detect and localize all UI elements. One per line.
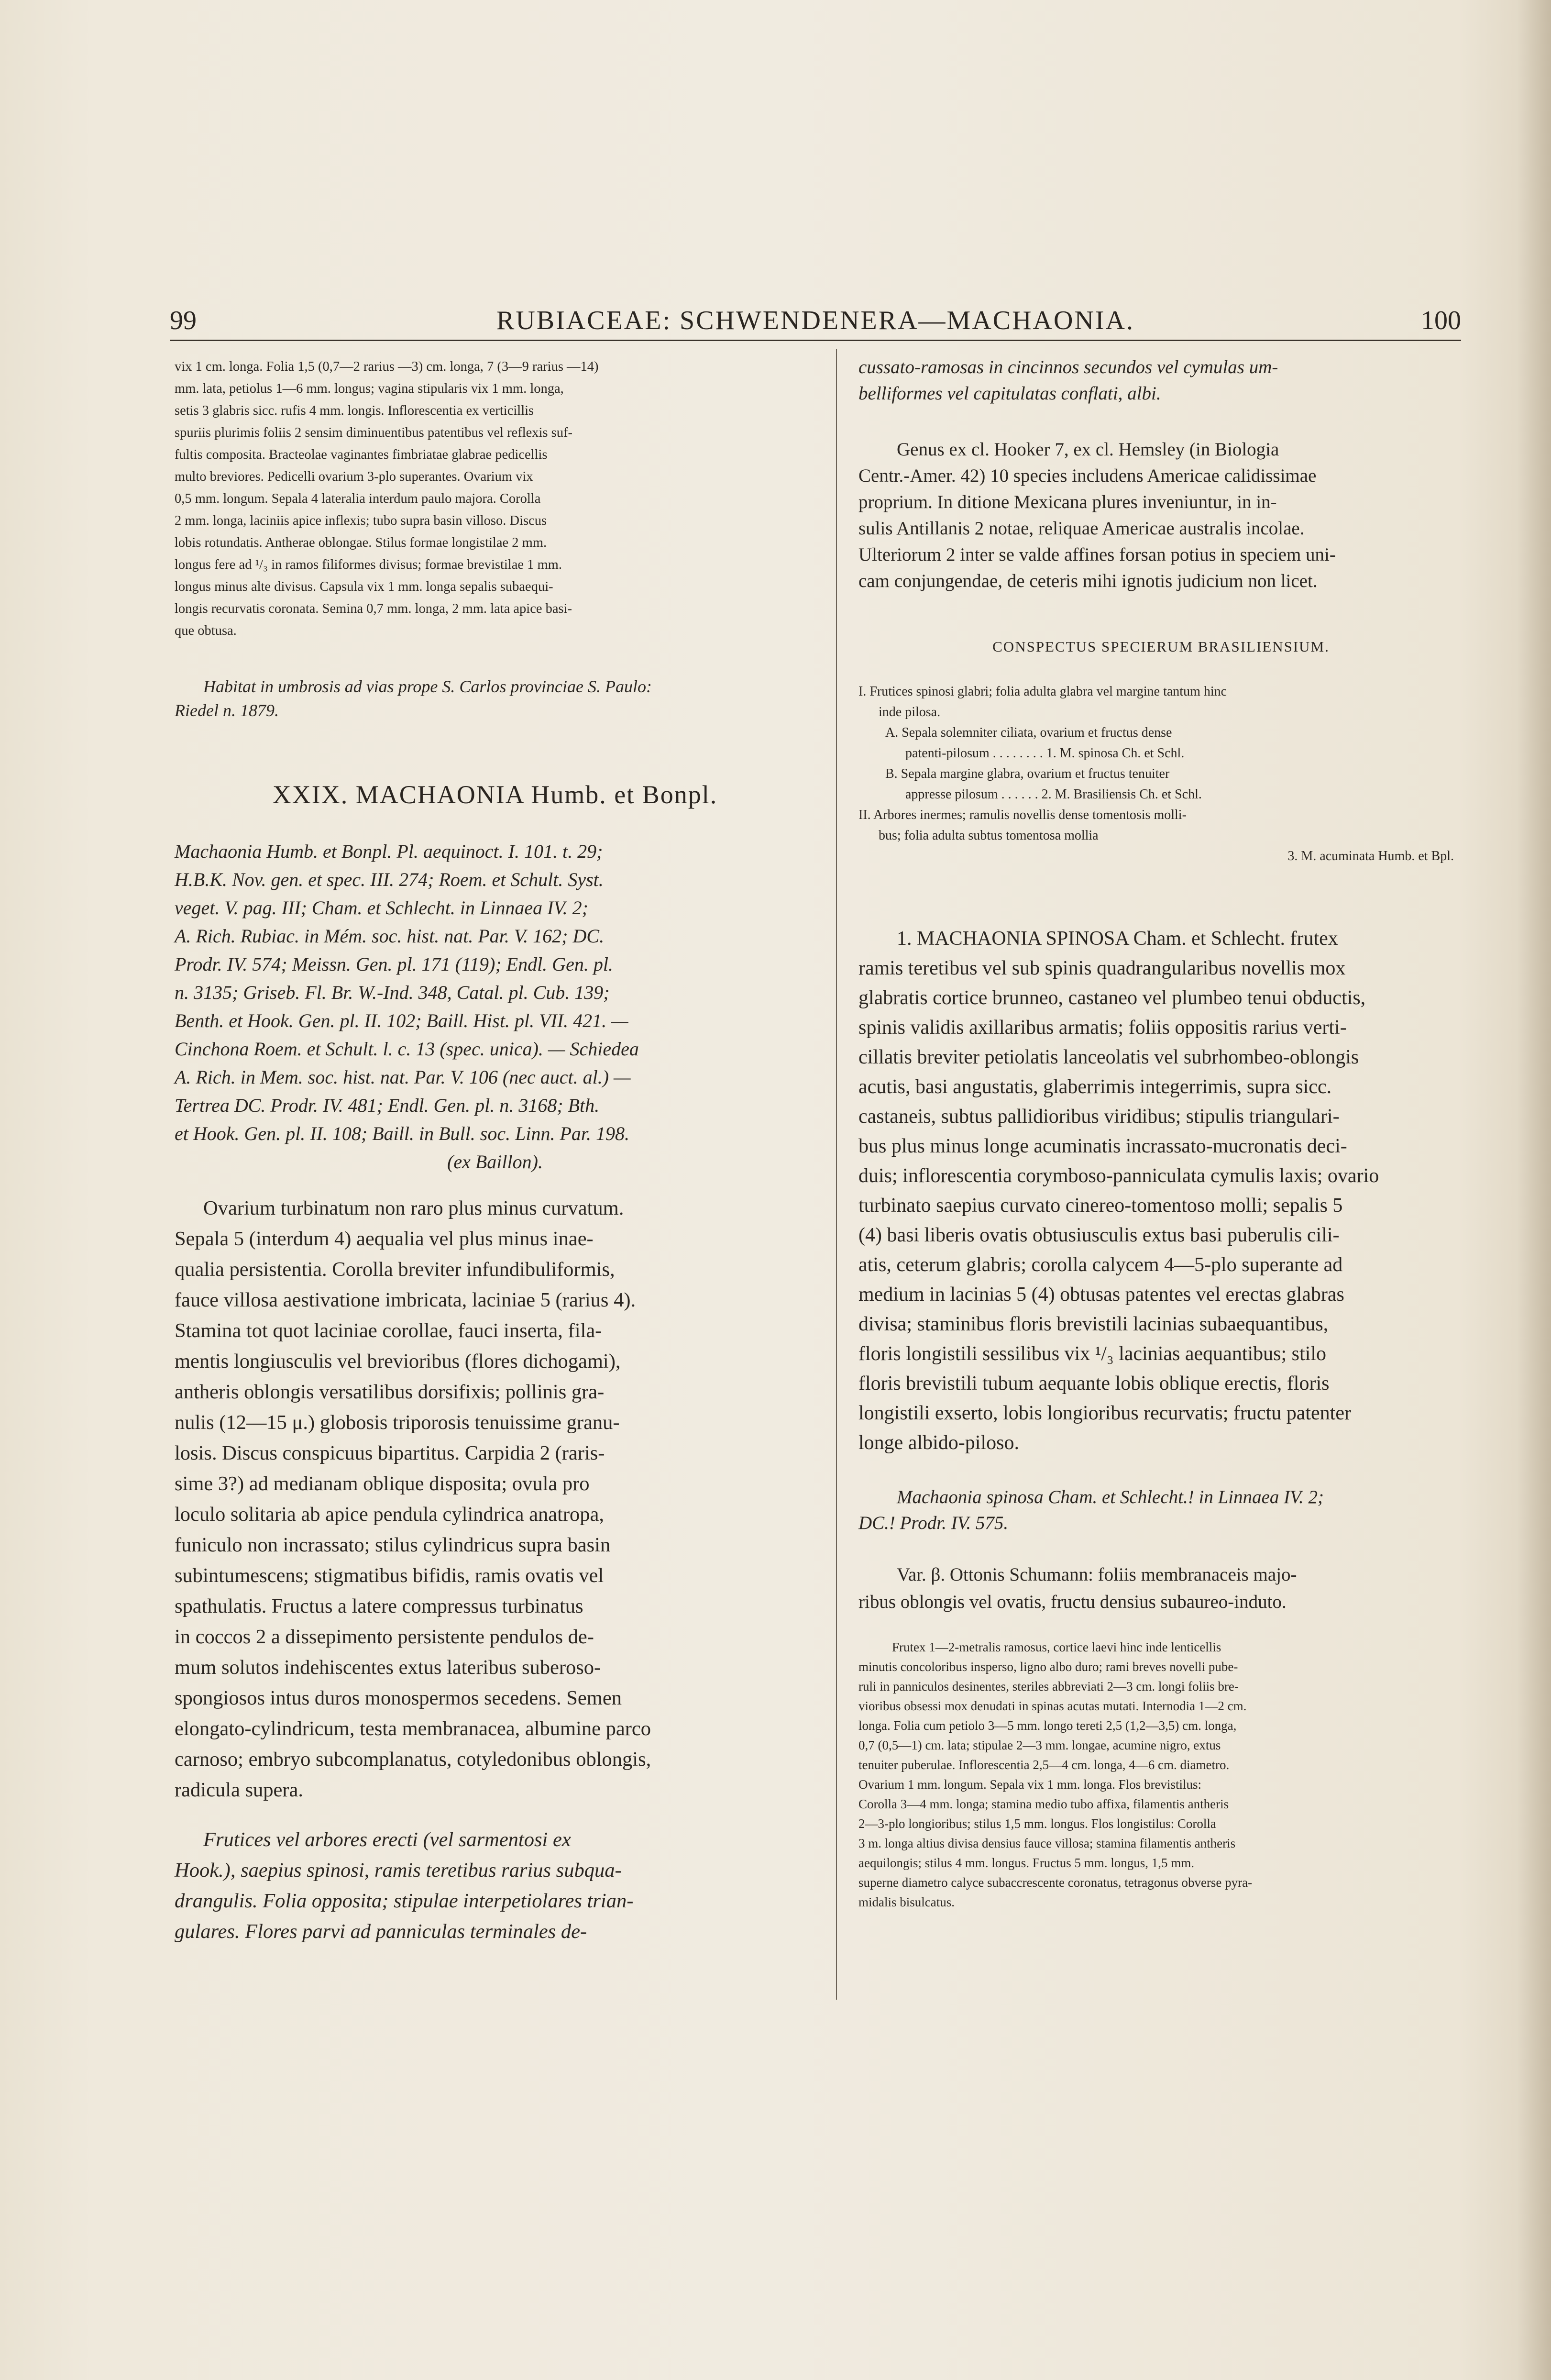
key-lead-A: A. Sepala solemniter ciliata, ovarium et fructus dense <box>885 725 1172 740</box>
text-line: veget. V. pag. III; Cham. et Schlecht. in Linnaea IV. 2; <box>175 897 588 919</box>
text-line: Corolla 3—4 mm. longa; stamina medio tubo affixa, filamentis antheris <box>858 1797 1229 1811</box>
text-line: Ovarium turbinatum non raro plus minus curvatum. <box>203 1197 624 1219</box>
text-line: (4) basi liberis ovatis obtusiusculis extus basi puberulis cili- <box>858 1224 1340 1246</box>
text-line: (ex Baillon). <box>447 1151 543 1173</box>
text-line: 1. MACHAONIA SPINOSA Cham. et Schlecht. frutex <box>897 928 1338 950</box>
text-line: vix 1 cm. longa. Folia 1,5 (0,7—2 rarius —3) cm. longa, 7 (3—9 rarius —14) <box>175 359 599 374</box>
text-line: longus fere ad ¹/₃ in ramos filiformes divisus; formae brevistilae 1 mm. <box>175 557 562 572</box>
key-lead-I-cont: inde pilosa. <box>879 705 941 720</box>
page-header <box>170 300 1461 339</box>
text-line: drangulis. Folia opposita; stipulae interpetiolares trian- <box>175 1890 634 1912</box>
key-lead-I: I. Frutices spinosi glabri; folia adulta glabra vel margine tantum hinc <box>858 684 1227 699</box>
text-line: cussato-ramosas in cincinnos secundos vel cymulas um- <box>858 357 1278 377</box>
text-line: Centr.-Amer. 42) 10 species includens Americae calidissimae <box>858 465 1317 486</box>
text-line: antheris oblongis versatilibus dorsifixis; pollinis gra- <box>175 1381 605 1403</box>
text-line: mm. lata, petiolus 1—6 mm. longus; vagina stipularis vix 1 mm. longa, <box>175 381 564 396</box>
text-line: spongiosos intus duros monospermos secedens. Semen <box>175 1687 622 1709</box>
text-line: losis. Discus conspicuus bipartitus. Carpidia 2 (raris- <box>175 1442 605 1464</box>
text-line: cam conjungendae, de ceteris mihi ignotis judicium non licet. <box>858 571 1318 591</box>
text-line: turbinato saepius curvato cinereo-tomentoso molli; sepalis 5 <box>858 1195 1343 1217</box>
text-line: Var. β. Ottonis Schumann: foliis membranaceis majo- <box>897 1564 1297 1585</box>
text-line: spuriis plurimis foliis 2 sensim diminuentibus patentibus vel reflexis suf- <box>175 425 572 440</box>
text-line: belliformes vel capitulatas conflati, albi. <box>858 383 1161 404</box>
text-line: minutis concoloribus insperso, ligno albo duro; rami breves novelli pube- <box>858 1660 1238 1674</box>
text-line: Tertrea DC. Prodr. IV. 481; Endl. Gen. pl. n. 3168; Bth. <box>175 1095 600 1116</box>
text-line: ribus oblongis vel ovatis, fructu densius subaureo-induto. <box>858 1592 1287 1612</box>
text-line: fauce villosa aestivatione imbricata, laciniae 5 (rarius 4). <box>175 1289 636 1311</box>
species-citation <box>858 1484 1463 1536</box>
text-line: Habitat in umbrosis ad vias prope S. Carlos provinciae S. Paulo: <box>203 677 652 696</box>
text-line: glabratis cortice brunneo, castaneo vel plumbeo tenui obductis, <box>858 987 1366 1009</box>
text-line: Ulteriorum 2 inter se valde affines forsan potius in speciem uni- <box>858 544 1336 565</box>
text-line: subintumescens; stigmatibus bifidis, ramis ovatis vel <box>175 1564 604 1587</box>
text-line: Riedel n. 1879. <box>175 701 279 720</box>
text-line: castaneis, subtus pallidioribus viridibus; stipulis triangulari- <box>858 1106 1340 1128</box>
text-line: Prodr. IV. 574; Meissn. Gen. pl. 171 (119); Endl. Gen. pl. <box>175 953 613 975</box>
text-line: 2—3-plo longioribus; stilus 1,5 mm. longus. Flos longistilus: Corolla <box>858 1816 1216 1831</box>
text-line: spinis validis axillaribus armatis; foliis oppositis rarius verti- <box>858 1017 1347 1039</box>
text-line: superne diametro calyce subaccrescente coronatus, tetragonus obverse pyra- <box>858 1875 1253 1890</box>
page-number-left: 99 <box>170 306 197 335</box>
text-line: 0,5 mm. longum. Sepala 4 lateralia interdum paulo majora. Corolla <box>175 491 541 506</box>
text-line: proprium. In ditione Mexicana plures inveniuntur, in in- <box>858 492 1277 512</box>
genus-synonymy <box>175 837 815 1176</box>
text-line: Ovarium 1 mm. longum. Sepala vix 1 mm. longa. Flos brevistilus: <box>858 1777 1201 1792</box>
text-line: Benth. et Hook. Gen. pl. II. 102; Baill. Hist. pl. VII. 421. — <box>175 1010 628 1031</box>
page-edge-shadow <box>1518 0 1551 2380</box>
species-description-continued <box>175 356 815 642</box>
key-lead-B: B. Sepala margine glabra, ovarium et fructus tenuiter <box>885 766 1170 781</box>
text-line: spathulatis. Fructus a latere compressus turbinatus <box>175 1595 583 1617</box>
text-line: ruli in panniculos desinentes, steriles abbreviati 2—3 cm. longi foliis bre- <box>858 1679 1239 1694</box>
text-line: nulis (12—15 μ.) globosis triporosis tenuissime granu- <box>175 1411 620 1434</box>
text-line: divisa; staminibus floris brevistili lacinias subaequantibus, <box>858 1313 1329 1335</box>
text-line: elongato-cylindricum, testa membranacea, albumine parco <box>175 1717 651 1740</box>
text-line: Sepala 5 (interdum 4) aequalia vel plus minus inae- <box>175 1228 594 1250</box>
text-line: atis, ceterum glabris; corolla calycem 4—5-plo superante ad <box>858 1254 1343 1276</box>
running-title: RUBIACEAE: SCHWENDENERA—MACHAONIA. <box>496 306 1134 335</box>
text-line: lobis rotundatis. Antherae oblongae. Stilus formae longistilae 2 mm. <box>175 535 547 550</box>
text-line: et Hook. Gen. pl. II. 108; Baill. in Bull. soc. Linn. Par. 198. <box>175 1123 630 1144</box>
text-line: radicula supera. <box>175 1779 304 1801</box>
page-number-right: 100 <box>1421 306 1461 335</box>
text-line: floris brevistili tubum aequante lobis oblique erectis, floris <box>858 1373 1330 1395</box>
text-line: 0,7 (0,5—1) cm. lata; stipulae 2—3 mm. longae, acumine nigro, extus <box>858 1738 1221 1752</box>
species-description <box>858 924 1463 1458</box>
habitat-note <box>175 675 815 722</box>
text-line: setis 3 glabris sicc. rufis 4 mm. longis. Inflorescentia ex verticillis <box>175 403 534 418</box>
text-line: loculo solitaria ab apice pendula cylindrica anatropa, <box>175 1503 605 1526</box>
text-line: DC.! Prodr. IV. 575. <box>858 1513 1009 1533</box>
text-line: longistili exserto, lobis longioribus recurvatis; fructu patenter <box>858 1402 1351 1424</box>
text-line: tenuiter puberulae. Inflorescentia 2,5—4 cm. longa, 4—6 cm. diametro. <box>858 1758 1230 1772</box>
text-line: 2 mm. longa, laciniis apice inflexis; tubo supra basin villoso. Discus <box>175 513 547 528</box>
text-line: carnoso; embryo subcomplanatus, cotyledonibus oblongis, <box>175 1748 651 1771</box>
text-line: vioribus obsessi mox denudati in spinas acutas mutati. Internodia 1—2 cm. <box>858 1699 1247 1713</box>
key-lead-A-cont: patenti-pilosum . . . . . . . . 1. M. spinosa Ch. et Schl. <box>905 746 1185 761</box>
text-line: A. Rich. Rubiac. in Mém. soc. hist. nat. Par. V. 162; DC. <box>175 925 605 947</box>
text-line: acutis, basi angustatis, glaberrimis integerrimis, supra sicc. <box>858 1076 1332 1098</box>
text-line: que obtusa. <box>175 623 237 638</box>
text-line: duis; inflorescentia corymboso-panniculata cymulis laxis; ovario <box>858 1165 1379 1187</box>
text-line: longus minus alte divisus. Capsula vix 1 mm. longa sepalis subaequi- <box>175 579 553 594</box>
conspectus-heading: CONSPECTUS SPECIERUM BRASILIENSIUM. <box>992 638 1330 655</box>
text-line: gulares. Flores parvi ad panniculas terminales de- <box>175 1920 587 1943</box>
header-rule <box>170 340 1461 341</box>
text-line: Hook.), saepius spinosi, ramis teretibus rarius subqua- <box>175 1859 622 1882</box>
genus-distribution <box>858 436 1463 594</box>
text-line: Machaonia spinosa Cham. et Schlecht.! in Linnaea IV. 2; <box>897 1487 1324 1507</box>
text-line: Stamina tot quot laciniae corollae, fauci inserta, fila- <box>175 1319 602 1342</box>
text-line: Cinchona Roem. et Schult. l. c. 13 (spec. unica). — Schiedea <box>175 1038 639 1060</box>
detailed-description <box>858 1638 1463 1912</box>
genus-heading: XXIX. MACHAONIA Humb. et Bonpl. <box>272 780 718 809</box>
habit-continued <box>858 354 1463 407</box>
text-line: sulis Antillanis 2 notae, reliquae Americae australis incolae. <box>858 518 1305 539</box>
text-line: Machaonia Humb. et Bonpl. Pl. aequinoct. I. 101. t. 29; <box>175 841 603 862</box>
text-line: medium in lacinias 5 (4) obtusas patentes vel erectas glabras <box>858 1284 1344 1306</box>
text-line: Frutices vel arbores erecti (vel sarmentosi ex <box>203 1828 571 1851</box>
text-line: longe albido-piloso. <box>858 1432 1019 1454</box>
text-line: mum solutos indehiscentes extus lateribus suberoso- <box>175 1656 601 1679</box>
text-line: fultis composita. Bracteolae vaginantes fimbriatae glabrae pedicellis <box>175 447 548 462</box>
habit-paragraph <box>175 1825 815 1947</box>
text-line: Frutex 1—2-metralis ramosus, cortice laevi hinc inde lenticellis <box>892 1640 1221 1654</box>
text-line: floris longistili sessilibus vix ¹/₃ lacinias aequantibus; stilo <box>858 1343 1327 1365</box>
text-line: ramis teretibus vel sub spinis quadrangularibus novellis mox <box>858 957 1346 979</box>
key-lead-II-species: 3. M. acuminata Humb. et Bpl. <box>1287 849 1454 863</box>
variety-paragraph <box>858 1561 1463 1616</box>
key-lead-B-cont: appresse pilosum . . . . . . 2. M. Brasiliensis Ch. et Schl. <box>905 787 1202 802</box>
text-line: midalis bisulcatus. <box>858 1895 955 1909</box>
text-line: aequilongis; stilus 4 mm. longus. Fructus 5 mm. longus, 1,5 mm. <box>858 1856 1195 1870</box>
text-line: funiculo non incrassato; stilus cylindricus supra basin <box>175 1534 611 1556</box>
text-line: sime 3?) ad medianam oblique disposita; ovula pro <box>175 1472 590 1495</box>
text-line: multo breviores. Pedicelli ovarium 3-plo superantes. Ovarium vix <box>175 469 533 484</box>
text-line: bus plus minus longe acuminatis incrassato-mucronatis deci- <box>858 1135 1347 1157</box>
text-line: 3 m. longa altius divisa densius fauce villosa; stamina filamentis antheris <box>858 1836 1236 1850</box>
text-line: qualia persistentia. Corolla breviter infundibuliformis, <box>175 1258 615 1281</box>
text-line: longis recurvatis coronata. Semina 0,7 mm. longa, 2 mm. lata apice basi- <box>175 601 572 616</box>
text-line: H.B.K. Nov. gen. et spec. III. 274; Roem. et Schult. Syst. <box>175 869 604 890</box>
column-divider <box>836 349 837 2000</box>
right-column <box>858 354 1463 1912</box>
key-lead-II: II. Arbores inermes; ramulis novellis dense tomentosis molli- <box>858 808 1187 822</box>
left-column <box>175 354 815 1947</box>
text-line: Genus ex cl. Hooker 7, ex cl. Hemsley (in Biologia <box>897 439 1279 460</box>
key-lead-II-cont: bus; folia adulta subtus tomentosa mollia <box>879 828 1099 843</box>
text-line: longa. Folia cum petiolo 3—5 mm. longo tereti 2,5 (1,2—3,5) cm. longa, <box>858 1718 1237 1733</box>
text-line: A. Rich. in Mem. soc. hist. nat. Par. V. 106 (nec auct. al.) — <box>175 1066 631 1088</box>
species-key <box>858 681 1463 866</box>
text-line: n. 3135; Griseb. Fl. Br. W.-Ind. 348, Catal. pl. Cub. 139; <box>175 982 610 1003</box>
genus-description <box>175 1193 815 1805</box>
text-line: in coccos 2 a dissepimento persistente pendulos de- <box>175 1626 594 1648</box>
text-line: mentis longiusculis vel brevioribus (flores dichogami), <box>175 1350 621 1373</box>
text-line: cillatis breviter petiolatis lanceolatis vel subrhombeo-oblongis <box>858 1046 1359 1068</box>
